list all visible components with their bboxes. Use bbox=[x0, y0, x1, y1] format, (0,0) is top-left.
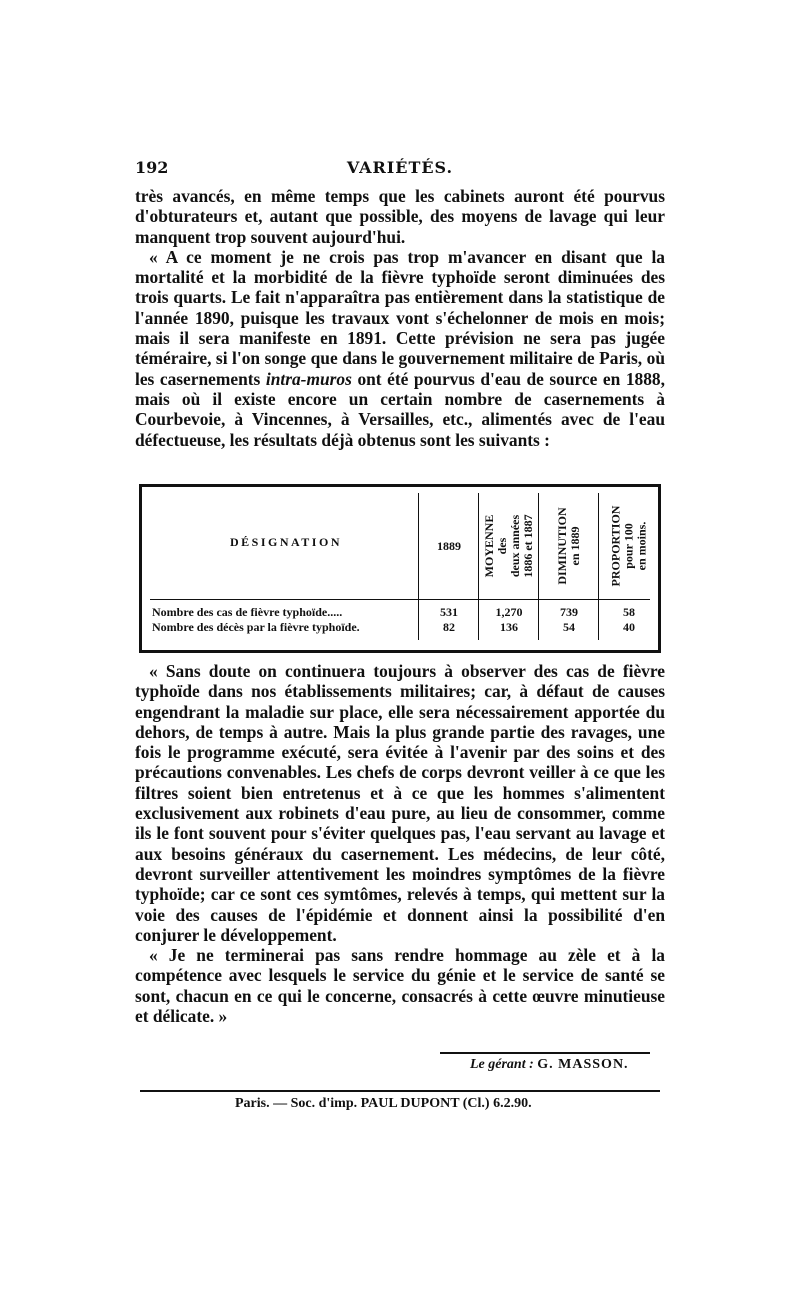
row-average: 136 bbox=[500, 620, 518, 634]
header-proportion bbox=[600, 497, 658, 595]
printer-imprint: Paris. — Soc. d'imp. PAUL DUPONT (Cl.) 6.2.90. bbox=[235, 1096, 532, 1111]
signature-name: G. MASSON. bbox=[537, 1057, 629, 1072]
header-decrease-text: DIMINUTION en 1889 bbox=[555, 507, 582, 585]
header-decrease bbox=[540, 497, 598, 595]
row-average: 1,270 bbox=[495, 605, 523, 619]
page-number: 192 bbox=[135, 158, 169, 177]
signature bbox=[470, 1057, 629, 1073]
paragraph bbox=[135, 247, 665, 450]
header-proportion-text: PROPORTION pour 100 en moins. bbox=[608, 505, 649, 587]
signature-rule bbox=[440, 1052, 650, 1054]
header-designation: DÉSIGNATION bbox=[230, 535, 342, 549]
header-year: 1889 bbox=[437, 539, 461, 553]
running-header bbox=[135, 158, 665, 180]
row-label: Nombre des décès par la fièvre typhoïde. bbox=[152, 620, 360, 634]
row-proportion: 58 bbox=[623, 605, 635, 619]
row-proportion: 40 bbox=[623, 620, 635, 634]
column-divider bbox=[418, 493, 419, 640]
bottom-text-block bbox=[135, 661, 665, 1026]
statistics-table bbox=[139, 484, 661, 653]
paragraph: très avancés, en même temps que les cabinets auront été pourvus d'obturateurs et, autant que possible, des moyens de lavage qui leur manquent trop souvent aujourd'hui. bbox=[135, 186, 665, 247]
paragraph-part: ont été pourvus d'eau de source en 1888, mais où il existe encore un certain nombre de casernements à Courbevoie, à Vincennes, à Versailles, etc., alimentés avec de l'eau défectueuse, les résultats déjà obtenus sont les suivants : bbox=[135, 368, 665, 450]
row-year: 531 bbox=[440, 605, 458, 619]
running-title: VARIÉTÉS. bbox=[346, 158, 454, 177]
row-label: Nombre des cas de fièvre typhoïde..... bbox=[152, 605, 343, 619]
row-decrease: 739 bbox=[560, 605, 578, 619]
italic-term: intra-muros bbox=[265, 368, 352, 389]
header-average-text: MOYENNE des deux années 1886 et 1887 bbox=[482, 514, 535, 578]
column-divider bbox=[478, 493, 479, 640]
row-year: 82 bbox=[443, 620, 455, 634]
top-text-block bbox=[135, 186, 665, 450]
column-divider bbox=[538, 493, 539, 640]
paragraph: « Je ne terminerai pas sans rendre hommage au zèle et à la compétence avec lesquels le service du génie et le service de santé se sont, chacun en ce qui le concerne, consacrés à cette œuvre minutieuse et délicate. » bbox=[135, 945, 665, 1027]
signature-label: Le gérant : bbox=[470, 1057, 534, 1072]
paragraph: « Sans doute on continuera toujours à observer des cas de fièvre typhoïde dans nos établissements militaires; car, à défaut de causes engendrant la maladie sur place, elle sera nécessairement apportée du dehors, de temps à autre. Mais la plus grande partie des ravages, une fois le programme exécuté, sera évitée à l'avenir par des soins et des précautions convenables. Les chefs de corps devront veiller à ce que les filtres soient bien entretenus et à ce que les hommes s'alimentent exclusivement aux robinets d'eau pure, au lieu de consommer, comme ils le font souvent pour s'éviter quelques pas, l'eau servant au lavage et aux besoins généraux du casernement. Les médecins, de leur côté, devront surveiller attentivement les moindres symptômes de la fièvre typhoïde; car ce sont ces symtômes, relevés à temps, qui mettent sur la voie des causes de l'épidémie et donnent ainsi la possibilité d'en conjurer le développement. bbox=[135, 661, 665, 945]
header-divider bbox=[150, 599, 650, 600]
row-decrease: 54 bbox=[563, 620, 575, 634]
footer-rule bbox=[140, 1090, 660, 1092]
header-average bbox=[480, 497, 538, 595]
column-divider bbox=[598, 493, 599, 640]
paragraph-part: « A ce moment je ne crois pas trop m'avancer en disant que la mortalité et la morbidité de la fièvre typhoïde seront diminuées des trois quarts. Le fait n'apparaîtra pas entièrement dans la statistique de l'année 1890, puisque les travaux vont s'échelonner de mois en mois; mais il sera manifeste en 1891. Cette prévision ne sera pas jugée téméraire, si l'on songe que dans le gouvernement militaire de Paris, où les casernements bbox=[135, 246, 665, 389]
